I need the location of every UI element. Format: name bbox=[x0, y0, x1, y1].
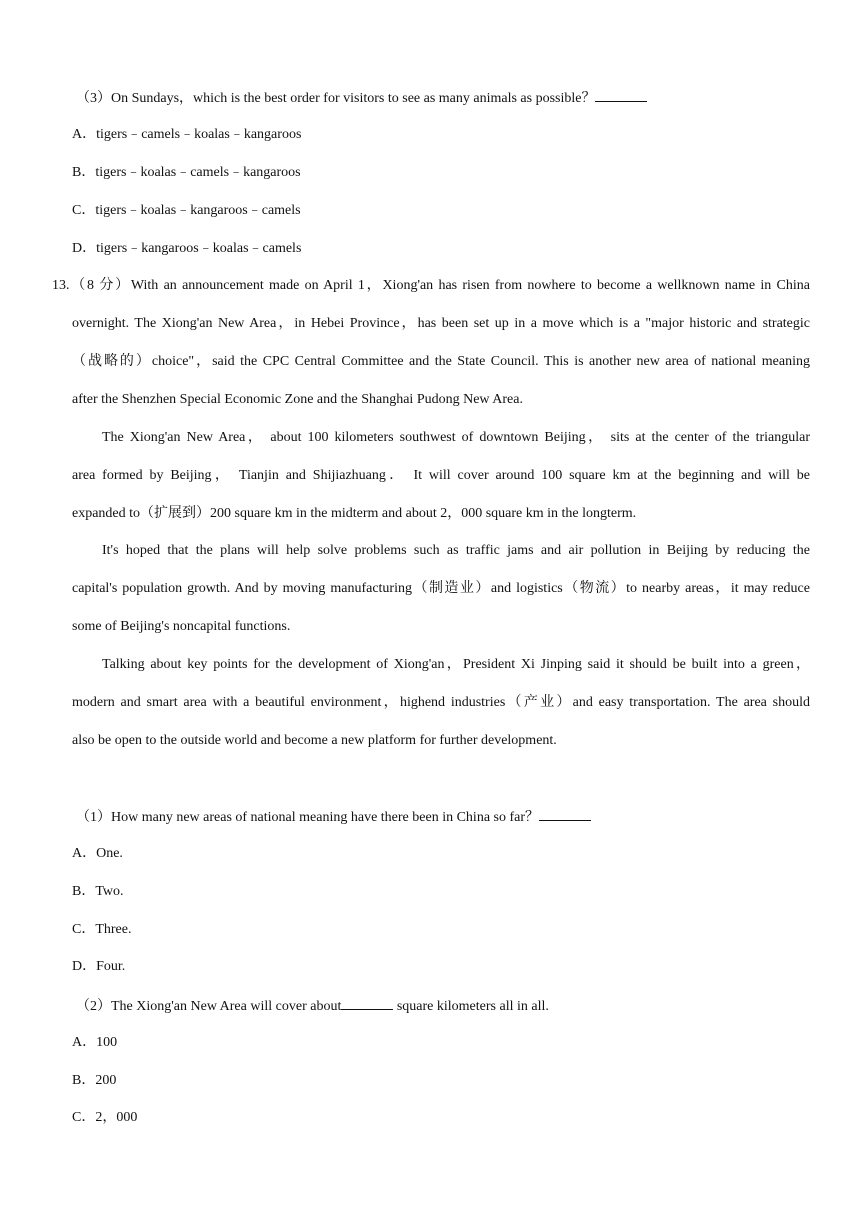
q13-passage-line: Talking about key points for the development of Xiong'an，President Xi Jinping said it should be built into a green， bbox=[102, 657, 810, 672]
q13-sub2-option-a: A．100 bbox=[72, 1035, 118, 1050]
q13-passage-line: modern and smart area with a beautiful environment，highend industries（产业）and easy transportation. The area should bbox=[72, 695, 810, 710]
q13-sub1-option-b: B．Two. bbox=[72, 884, 124, 899]
q13-sub2-question: （2）The Xiong'an New Area will cover about square kilometers all in all. bbox=[76, 996, 549, 1016]
q13-passage-line: after the Shenzhen Special Economic Zone and the Shanghai Pudong New Area. bbox=[72, 392, 523, 407]
q12-sub3-option-a: A．tigers﹣camels﹣koalas﹣kangaroos bbox=[72, 127, 302, 142]
q12-sub3-option-c: C．tigers﹣koalas﹣kangaroos﹣camels bbox=[72, 203, 301, 218]
q13-passage-line: capital's population growth. And by moving manufacturing（制造业）and logistics（物流）to nearby areas，it may reduce bbox=[72, 581, 810, 596]
q13-passage-line: （战略的）choice"，said the CPC Central Committee and the State Council. This is another new area of national meaning bbox=[72, 354, 810, 369]
q13-passage-line: The Xiong'an New Area， about 100 kilometers southwest of downtown Beijing， sits at the center of the triangular bbox=[102, 430, 810, 445]
q13-sub2-option-b: B．200 bbox=[72, 1073, 117, 1088]
q12-sub3-question: （3）On Sundays，which is the best order for visitors to see as many animals as possible？ bbox=[76, 88, 647, 108]
q13-sub1-option-d: D．Four. bbox=[72, 959, 126, 974]
q13-header-line-1: 13.（8 分）With an announcement made on April 1，Xiong'an has risen from nowhere to become a wellknown name in China bbox=[52, 278, 810, 293]
answer-blank[interactable] bbox=[539, 807, 591, 821]
answer-blank[interactable] bbox=[341, 996, 393, 1010]
q13-passage-line: overnight. The Xiong'an New Area，in Hebei Province，has been set up in a move which is a "major historic and strategic bbox=[72, 316, 810, 331]
q13-passage-line: area formed by Beijing， Tianjin and Shijiazhuang． It will cover around 100 square km at the beginning and will be bbox=[72, 468, 810, 483]
q13-sub1-question: （1）How many new areas of national meaning have there been in China so far？ bbox=[76, 807, 591, 827]
q13-sub2-option-c: C．2，000 bbox=[72, 1110, 138, 1125]
q13-passage-line: some of Beijing's noncapital functions. bbox=[72, 619, 291, 634]
q13-sub1-option-c: C．Three. bbox=[72, 922, 132, 937]
q13-passage-line: It's hoped that the plans will help solve problems such as traffic jams and air pollution in Beijing by reducing the bbox=[102, 543, 810, 558]
q13-sub1-option-a: A．One. bbox=[72, 846, 123, 861]
q13-passage-line: also be open to the outside world and become a new platform for further development. bbox=[72, 733, 557, 748]
q12-sub3-option-b: B．tigers﹣koalas﹣camels﹣kangaroos bbox=[72, 165, 301, 180]
q12-sub3-option-d: D．tigers﹣kangaroos﹣koalas﹣camels bbox=[72, 241, 302, 256]
q13-passage-line: expanded to（扩展到）200 square km in the midterm and about 2，000 square km in the longterm. bbox=[72, 506, 637, 521]
answer-blank[interactable] bbox=[595, 88, 647, 102]
